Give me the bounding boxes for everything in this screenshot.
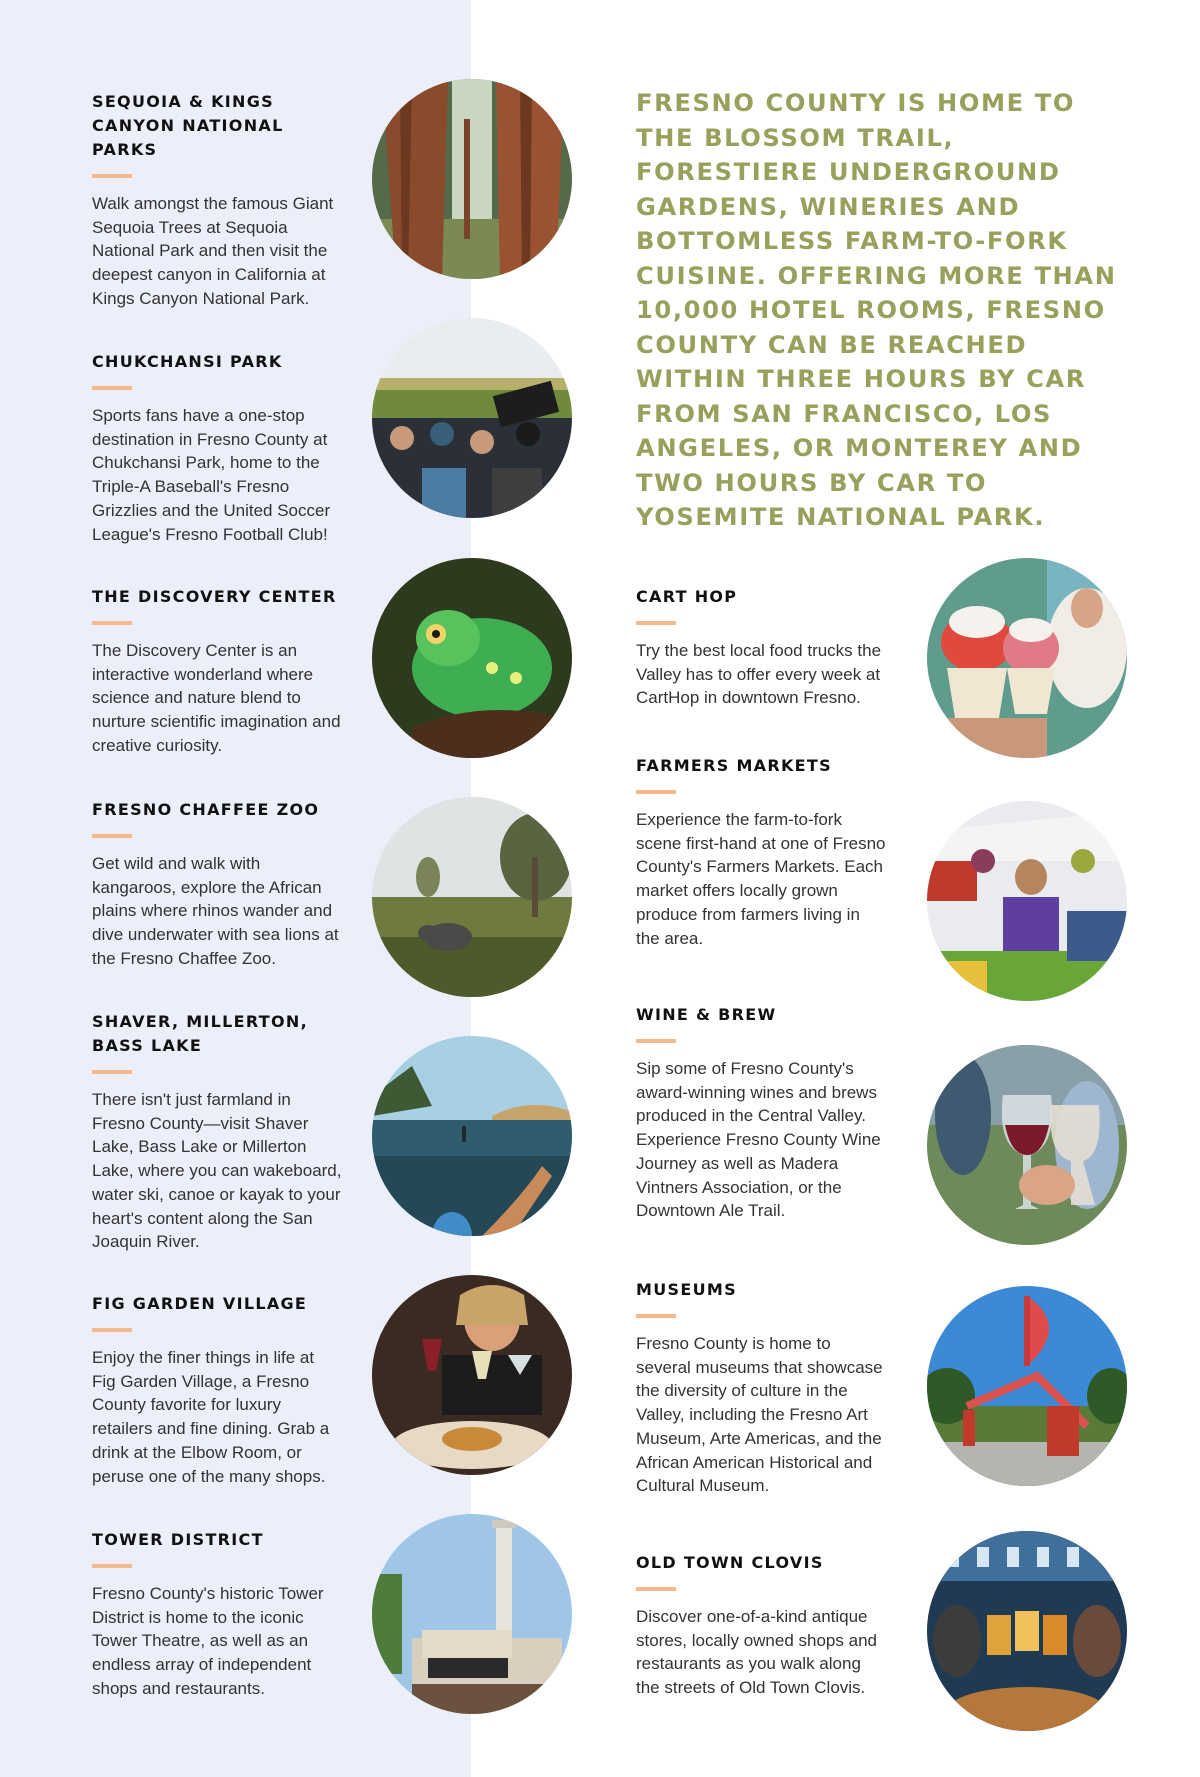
attraction-title: FARMERS MARKETS — [636, 756, 832, 775]
attraction-description: Get wild and walk with kangaroos, explore the African plains where rhinos wander and dive underwater with sea lions at the Fresno Chaffee Zoo. — [92, 854, 339, 968]
accent-bar — [92, 1564, 132, 1568]
attraction-title: THE DISCOVERY CENTER — [92, 587, 337, 606]
photo-giant-sequoia-forest — [372, 79, 572, 279]
attraction-farmers-markets — [636, 754, 886, 950]
attraction-title: TOWER DISTRICT — [92, 1530, 264, 1549]
attraction-description: Fresno County's historic Tower District is home to the iconic Tower Theatre, as well as an endless array of independent shops and restaurants. — [92, 1584, 324, 1698]
attraction-tower-district — [92, 1528, 342, 1701]
attraction-title: MUSEUMS — [636, 1280, 737, 1299]
accent-bar — [92, 621, 132, 625]
photo-farmers-market-vendor — [927, 801, 1127, 1001]
attraction-description: Experience the farm-to-fork scene first-hand at one of Fresno County's Farmers Markets. Each market offers locally grown produce from farmers living in the area. — [636, 810, 886, 948]
accent-bar — [636, 621, 676, 625]
photo-red-sculpture — [927, 1286, 1127, 1486]
attraction-description: Discover one-of-a-kind antique stores, locally owned shops and restaurants as you walk along the streets of Old Town Clovis. — [636, 1607, 877, 1698]
attraction-cart-hop — [636, 585, 886, 710]
accent-bar — [92, 1070, 132, 1074]
attraction-title: SEQUOIA & KINGS CANYON NATIONAL PARKS — [92, 92, 284, 159]
attraction-museums — [636, 1278, 886, 1498]
attraction-title: CART HOP — [636, 587, 738, 606]
attraction-title: OLD TOWN CLOVIS — [636, 1553, 824, 1572]
photo-beer-toast — [927, 1531, 1127, 1731]
attraction-description: Try the best local food trucks the Valley has to offer every week at CartHop in downtown Fresno. — [636, 641, 882, 708]
attraction-old-town-clovis — [636, 1551, 886, 1700]
accent-bar — [636, 1587, 676, 1591]
photo-wine-glasses — [927, 1045, 1127, 1245]
accent-bar — [636, 1314, 676, 1318]
photo-lake-paddleboard — [372, 1036, 572, 1236]
attraction-fresno-chaffee-zoo — [92, 798, 342, 971]
accent-bar — [92, 174, 132, 178]
photo-chameleon — [372, 558, 572, 758]
attraction-title: FRESNO CHAFFEE ZOO — [92, 800, 320, 819]
accent-bar — [92, 834, 132, 838]
photo-tower-theatre — [372, 1514, 572, 1714]
attraction-title: FIG GARDEN VILLAGE — [92, 1294, 308, 1313]
intro-statement: FRESNO COUNTY IS HOME TO THE BLOSSOM TRAIL, FORESTIERE UNDERGROUND GARDENS, WINERIES AND BOTTOMLESS FARM-TO-FORK CUISINE. OFFERING MORE THAN 10,000 HOTEL ROOMS, FRESNO COUNTY CAN BE REACHED WITHIN THREE HOURS BY CAR FROM SAN FRANCISCO, LOS ANGELES, OR MONTEREY AND TWO HOURS BY CAR TO YOSEMITE NATIONAL PARK. — [636, 89, 1117, 531]
accent-bar — [92, 1328, 132, 1332]
photo-stadium-crowd — [372, 318, 572, 518]
photo-rhino-savanna — [372, 797, 572, 997]
photo-shave-ice — [927, 558, 1127, 758]
accent-bar — [636, 1039, 676, 1043]
attraction-description: Walk amongst the famous Giant Sequoia Trees at Sequoia National Park and then visit the deepest canyon in California at Kings Canyon National Park. — [92, 194, 334, 308]
attraction-fig-garden-village — [92, 1292, 342, 1488]
accent-bar — [636, 790, 676, 794]
attraction-description: Fresno County is home to several museums that showcase the diversity of culture in the Valley, including the Fresno Art Museum, Arte Americas, and the African American Historical and Cultural Museum. — [636, 1334, 883, 1496]
attraction-title: CHUKCHANSI PARK — [92, 352, 283, 371]
attraction-description: Enjoy the finer things in life at Fig Garden Village, a Fresno County favorite for luxury retailers and fine dining. Grab a drink at the Elbow Room, or peruse one of the many shops. — [92, 1348, 330, 1486]
attraction-discovery-center — [92, 585, 342, 758]
attraction-description: There isn't just farmland in Fresno County—visit Shaver Lake, Bass Lake or Millerton Lake, where you can wakeboard, water ski, canoe or kayak to your heart's content along the San Joaquin River. — [92, 1090, 342, 1252]
photo-dining-toast — [372, 1275, 572, 1475]
attraction-description: The Discovery Center is an interactive wonderland where science and nature blend to nurture scientific imagination and creative curiosity. — [92, 641, 341, 755]
attraction-chukchansi-park — [92, 350, 342, 546]
attraction-description: Sports fans have a one-stop destination in Fresno County at Chukchansi Park, home to the Triple-A Baseball's Fresno Grizzlies and the United Soccer League's Fresno Football Club! — [92, 406, 331, 544]
attraction-wine-brew — [636, 1003, 886, 1223]
attraction-title: WINE & BREW — [636, 1005, 777, 1024]
attraction-shaver-millerton-bass-lake — [92, 1010, 342, 1254]
attraction-title: SHAVER, MILLERTON, BASS LAKE — [92, 1012, 308, 1055]
accent-bar — [92, 386, 132, 390]
attraction-sequoia-kings-canyon — [92, 90, 342, 311]
attraction-description: Sip some of Fresno County's award-winning wines and brews produced in the Central Valley. Experience Fresno County Wine Journey as well as Madera Vintners Association, or the Downtown Ale Trail. — [636, 1059, 881, 1221]
